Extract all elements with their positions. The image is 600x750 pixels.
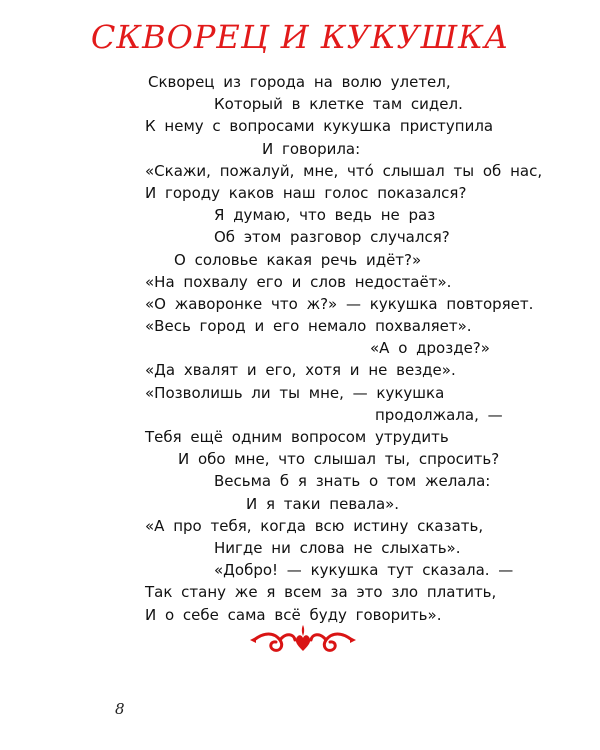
poem-line: Так стану же я всем за это зло платить, bbox=[145, 583, 497, 602]
poem-line: «Весь город и его немало похваляет». bbox=[145, 317, 472, 336]
poem-line: «О жаворонке что ж?» — кукушка повторяет. bbox=[145, 294, 534, 313]
poem-line: И говорила: bbox=[262, 139, 361, 158]
poem-line: И городу каков наш голос показался? bbox=[145, 183, 467, 202]
poem-line: И обо мне, что слышал ты, спросить? bbox=[178, 450, 500, 469]
poem-line: И я таки певала». bbox=[246, 494, 400, 513]
poem-line: О соловье какая речь идёт?» bbox=[174, 250, 422, 269]
poem-line: «А о дрозде?» bbox=[370, 339, 490, 358]
poem-line: И о себе сама всё буду говорить». bbox=[145, 605, 442, 624]
poem-line: «Позволишь ли ты мне, — кукушка bbox=[145, 383, 445, 402]
poem-line: Весьма б я знать о том желала: bbox=[214, 472, 491, 491]
poem-line: «Скажи, пожалуй, мне, что́ слышал ты об нас, bbox=[145, 161, 543, 180]
page-number: 8 bbox=[115, 700, 125, 718]
poem-line: продолжала, — bbox=[375, 405, 503, 424]
poem-line: Скворец из города на волю улетел, bbox=[148, 73, 451, 91]
poem-line: Об этом разговор случался? bbox=[214, 228, 450, 247]
poem-line: К нему с вопросами кукушка приступила bbox=[145, 117, 494, 136]
poem-line: Нигде ни слова не слыхать». bbox=[214, 538, 461, 557]
poem-line: «Да хвалят и его, хотя и не везде». bbox=[145, 361, 456, 380]
poem-line: Я думаю, что ведь не раз bbox=[214, 206, 436, 225]
poem-line: Тебя ещё одним вопросом утрудить bbox=[145, 428, 449, 446]
poem-line: Который в клетке там сидел. bbox=[214, 95, 463, 114]
poem-line: «Добро! — кукушка тут сказала. — bbox=[214, 561, 514, 580]
poem-title: СКВОРЕЦ И КУКУШКА bbox=[90, 18, 510, 56]
poem-line: «На похвалу его и слов недостаёт». bbox=[145, 272, 452, 291]
poem-body bbox=[140, 71, 543, 626]
ornament-divider bbox=[250, 620, 356, 660]
poem-line: «А про тебя, когда всю истину сказать, bbox=[145, 516, 484, 535]
